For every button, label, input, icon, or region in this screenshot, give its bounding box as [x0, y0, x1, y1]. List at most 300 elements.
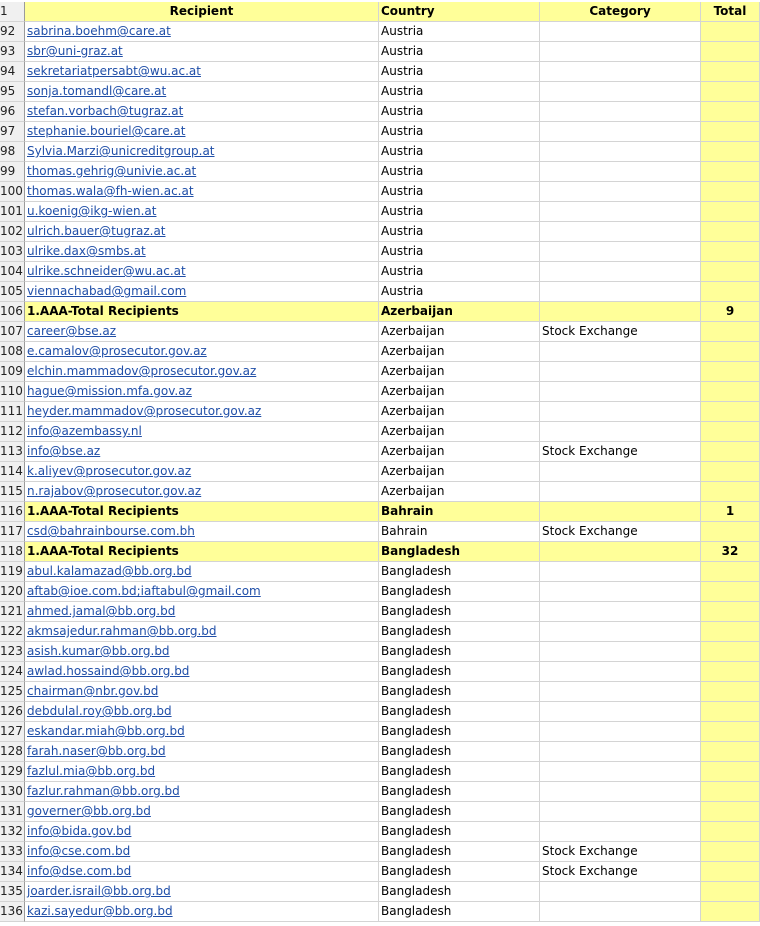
category-cell[interactable]: Stock Exchange: [540, 322, 701, 342]
category-cell[interactable]: [540, 802, 701, 822]
recipient-email-cell[interactable]: [25, 742, 379, 762]
total-label-cell[interactable]: 1.AAA-Total Recipients: [25, 542, 379, 562]
table-row: [0, 682, 760, 702]
row-number[interactable]: 110: [0, 382, 25, 402]
email-link[interactable]: asish.kumar@bb.org.bd: [27, 644, 170, 658]
row-number[interactable]: 134: [0, 862, 25, 882]
country-cell[interactable]: Bangladesh: [379, 722, 540, 742]
email-link[interactable]: governer@bb.org.bd: [27, 804, 151, 818]
email-link[interactable]: info@bse.az: [27, 444, 101, 458]
recipient-email-cell[interactable]: [25, 762, 379, 782]
country-cell[interactable]: Azerbaijan: [379, 422, 540, 442]
recipient-email-cell[interactable]: [25, 122, 379, 142]
country-cell[interactable]: Austria: [379, 282, 540, 302]
country-cell[interactable]: Bangladesh: [379, 682, 540, 702]
recipient-email-cell[interactable]: [25, 322, 379, 342]
table-row: [0, 182, 760, 202]
country-cell[interactable]: Azerbaijan: [379, 462, 540, 482]
email-link[interactable]: k.aliyev@prosecutor.gov.az: [27, 464, 192, 478]
total-label-cell[interactable]: 1.AAA-Total Recipients: [25, 302, 379, 322]
total-cell[interactable]: [701, 602, 760, 622]
total-cell[interactable]: [701, 142, 760, 162]
total-cell[interactable]: [701, 622, 760, 642]
row-number[interactable]: 136: [0, 902, 25, 922]
row-number[interactable]: 125: [0, 682, 25, 702]
table-row: [0, 82, 760, 102]
recipient-email-cell[interactable]: [25, 22, 379, 42]
country-cell[interactable]: Austria: [379, 242, 540, 262]
total-cell[interactable]: [701, 342, 760, 362]
total-cell[interactable]: 32: [701, 542, 760, 562]
category-cell[interactable]: [540, 402, 701, 422]
row-number[interactable]: 117: [0, 522, 25, 542]
email-link[interactable]: info@dse.com.bd: [27, 864, 132, 878]
category-cell[interactable]: Stock Exchange: [540, 842, 701, 862]
total-cell[interactable]: [701, 422, 760, 442]
row-number[interactable]: 119: [0, 562, 25, 582]
email-link[interactable]: thomas.wala@fh-wien.ac.at: [27, 184, 194, 198]
country-cell[interactable]: Azerbaijan: [379, 302, 540, 322]
country-cell[interactable]: Bangladesh: [379, 662, 540, 682]
country-cell[interactable]: Bangladesh: [379, 882, 540, 902]
row-number[interactable]: 104: [0, 262, 25, 282]
email-link[interactable]: farah.naser@bb.org.bd: [27, 744, 166, 758]
email-link[interactable]: eskandar.miah@bb.org.bd: [27, 724, 185, 738]
row-number[interactable]: 101: [0, 202, 25, 222]
row-number[interactable]: 105: [0, 282, 25, 302]
country-cell[interactable]: Austria: [379, 262, 540, 282]
total-cell[interactable]: [701, 402, 760, 422]
category-cell[interactable]: [540, 702, 701, 722]
total-row: [0, 542, 760, 562]
email-link[interactable]: viennachabad@gmail.com: [27, 284, 187, 298]
table-row: [0, 142, 760, 162]
country-cell[interactable]: Austria: [379, 222, 540, 242]
recipient-email-cell[interactable]: [25, 382, 379, 402]
total-cell[interactable]: [701, 802, 760, 822]
country-cell[interactable]: Bangladesh: [379, 842, 540, 862]
row-number[interactable]: 1: [0, 2, 25, 22]
country-cell[interactable]: Bangladesh: [379, 782, 540, 802]
column-header-total[interactable]: Total: [701, 2, 760, 22]
country-cell[interactable]: Azerbaijan: [379, 402, 540, 422]
country-cell[interactable]: Bangladesh: [379, 582, 540, 602]
row-number[interactable]: 113: [0, 442, 25, 462]
country-cell[interactable]: Azerbaijan: [379, 362, 540, 382]
category-cell[interactable]: [540, 762, 701, 782]
email-link[interactable]: ulrike.schneider@wu.ac.at: [27, 264, 186, 278]
row-number[interactable]: 121: [0, 602, 25, 622]
row-number[interactable]: 99: [0, 162, 25, 182]
table-row: [0, 842, 760, 862]
total-cell[interactable]: [701, 842, 760, 862]
row-number[interactable]: 100: [0, 182, 25, 202]
category-cell[interactable]: [540, 722, 701, 742]
email-link[interactable]: fazlur.rahman@bb.org.bd: [27, 784, 180, 798]
category-cell[interactable]: [540, 822, 701, 842]
total-cell[interactable]: [701, 822, 760, 842]
total-cell[interactable]: [701, 742, 760, 762]
table-row: [0, 582, 760, 602]
table-row: [0, 162, 760, 182]
category-cell[interactable]: [540, 262, 701, 282]
table-row: [0, 782, 760, 802]
table-row: [0, 702, 760, 722]
category-cell[interactable]: [540, 222, 701, 242]
category-cell[interactable]: [540, 362, 701, 382]
recipient-email-cell[interactable]: [25, 82, 379, 102]
email-link[interactable]: sekretariatpersabt@wu.ac.at: [27, 64, 201, 78]
table-row: [0, 22, 760, 42]
row-number[interactable]: 128: [0, 742, 25, 762]
row-number[interactable]: 115: [0, 482, 25, 502]
row-number[interactable]: 102: [0, 222, 25, 242]
country-cell[interactable]: Austria: [379, 142, 540, 162]
email-link[interactable]: sonja.tomandl@care.at: [27, 84, 167, 98]
category-cell[interactable]: [540, 642, 701, 662]
recipient-email-cell[interactable]: [25, 42, 379, 62]
category-cell[interactable]: [540, 462, 701, 482]
row-number[interactable]: 133: [0, 842, 25, 862]
table-row: [0, 522, 760, 542]
total-label-cell[interactable]: 1.AAA-Total Recipients: [25, 502, 379, 522]
recipient-email-cell[interactable]: [25, 182, 379, 202]
recipient-email-cell[interactable]: [25, 702, 379, 722]
country-cell[interactable]: Austria: [379, 62, 540, 82]
recipient-email-cell[interactable]: [25, 422, 379, 442]
country-cell[interactable]: Bangladesh: [379, 742, 540, 762]
email-link[interactable]: e.camalov@prosecutor.gov.az: [27, 344, 207, 358]
category-cell[interactable]: [540, 382, 701, 402]
email-link[interactable]: kazi.sayedur@bb.org.bd: [27, 904, 173, 918]
country-cell[interactable]: Azerbaijan: [379, 382, 540, 402]
category-cell[interactable]: [540, 422, 701, 442]
recipient-email-cell[interactable]: [25, 722, 379, 742]
table-row: [0, 902, 760, 922]
recipient-email-cell[interactable]: [25, 442, 379, 462]
category-cell[interactable]: [540, 502, 701, 522]
row-number[interactable]: 129: [0, 762, 25, 782]
category-cell[interactable]: [540, 902, 701, 922]
row-number[interactable]: 108: [0, 342, 25, 362]
email-link[interactable]: stephanie.bouriel@care.at: [27, 124, 186, 138]
email-link[interactable]: fazlul.mia@bb.org.bd: [27, 764, 156, 778]
row-number[interactable]: 95: [0, 82, 25, 102]
email-link[interactable]: sbr@uni-graz.at: [27, 44, 123, 58]
country-cell[interactable]: Azerbaijan: [379, 342, 540, 362]
email-link[interactable]: csd@bahrainbourse.com.bh: [27, 524, 195, 538]
recipient-email-cell[interactable]: [25, 622, 379, 642]
recipient-email-cell[interactable]: [25, 862, 379, 882]
total-cell[interactable]: [701, 82, 760, 102]
category-cell[interactable]: [540, 62, 701, 82]
country-cell[interactable]: Azerbaijan: [379, 442, 540, 462]
table-row: [0, 282, 760, 302]
recipient-email-cell[interactable]: [25, 262, 379, 282]
recipient-email-cell[interactable]: [25, 362, 379, 382]
category-cell[interactable]: [540, 102, 701, 122]
email-link[interactable]: info@cse.com.bd: [27, 844, 131, 858]
recipient-email-cell[interactable]: [25, 102, 379, 122]
category-cell[interactable]: [540, 562, 701, 582]
column-header-country[interactable]: Country: [379, 2, 540, 22]
recipient-email-cell[interactable]: [25, 482, 379, 502]
total-cell[interactable]: [701, 762, 760, 782]
row-number[interactable]: 111: [0, 402, 25, 422]
recipient-email-cell[interactable]: [25, 822, 379, 842]
email-link[interactable]: n.rajabov@prosecutor.gov.az: [27, 484, 202, 498]
table-row: [0, 602, 760, 622]
total-cell[interactable]: [701, 902, 760, 922]
category-cell[interactable]: [540, 782, 701, 802]
recipient-email-cell[interactable]: [25, 662, 379, 682]
country-cell[interactable]: Bahrain: [379, 522, 540, 542]
recipient-email-cell[interactable]: [25, 62, 379, 82]
row-number[interactable]: 118: [0, 542, 25, 562]
country-cell[interactable]: Azerbaijan: [379, 322, 540, 342]
total-cell[interactable]: [701, 382, 760, 402]
row-number[interactable]: 120: [0, 582, 25, 602]
row-number[interactable]: 96: [0, 102, 25, 122]
country-cell[interactable]: Bangladesh: [379, 602, 540, 622]
category-cell[interactable]: Stock Exchange: [540, 862, 701, 882]
category-cell[interactable]: [540, 42, 701, 62]
email-link[interactable]: career@bse.az: [27, 324, 117, 338]
email-link[interactable]: info@azembassy.nl: [27, 424, 142, 438]
country-cell[interactable]: Bangladesh: [379, 622, 540, 642]
row-number[interactable]: 122: [0, 622, 25, 642]
total-cell[interactable]: [701, 122, 760, 142]
recipient-email-cell[interactable]: [25, 602, 379, 622]
table-row: [0, 382, 760, 402]
total-cell[interactable]: [701, 442, 760, 462]
total-cell[interactable]: [701, 282, 760, 302]
country-cell[interactable]: Bangladesh: [379, 862, 540, 882]
category-cell[interactable]: [540, 742, 701, 762]
category-cell[interactable]: [540, 582, 701, 602]
category-cell[interactable]: [540, 202, 701, 222]
row-number[interactable]: 93: [0, 42, 25, 62]
country-cell[interactable]: Austria: [379, 22, 540, 42]
table-row: [0, 202, 760, 222]
row-number[interactable]: 127: [0, 722, 25, 742]
category-cell[interactable]: [540, 882, 701, 902]
total-cell[interactable]: [701, 42, 760, 62]
email-link[interactable]: ulrike.dax@smbs.at: [27, 244, 146, 258]
recipient-email-cell[interactable]: [25, 782, 379, 802]
recipient-email-cell[interactable]: [25, 162, 379, 182]
row-number[interactable]: 107: [0, 322, 25, 342]
category-cell[interactable]: Stock Exchange: [540, 442, 701, 462]
total-cell[interactable]: [701, 522, 760, 542]
category-cell[interactable]: [540, 182, 701, 202]
row-number[interactable]: 103: [0, 242, 25, 262]
email-link[interactable]: thomas.gehrig@univie.ac.at: [27, 164, 197, 178]
recipient-email-cell[interactable]: [25, 142, 379, 162]
total-cell[interactable]: [701, 782, 760, 802]
recipient-email-cell[interactable]: [25, 462, 379, 482]
country-cell[interactable]: Bangladesh: [379, 802, 540, 822]
category-cell[interactable]: [540, 282, 701, 302]
country-cell[interactable]: Austria: [379, 82, 540, 102]
email-link[interactable]: ulrich.bauer@tugraz.at: [27, 224, 166, 238]
email-link[interactable]: elchin.mammadov@prosecutor.gov.az: [27, 364, 257, 378]
country-cell[interactable]: Bahrain: [379, 502, 540, 522]
category-cell[interactable]: [540, 542, 701, 562]
recipient-email-cell[interactable]: [25, 402, 379, 422]
category-cell[interactable]: [540, 602, 701, 622]
total-cell[interactable]: [701, 322, 760, 342]
country-cell[interactable]: Bangladesh: [379, 702, 540, 722]
category-cell[interactable]: [540, 342, 701, 362]
table-row: [0, 442, 760, 462]
total-cell[interactable]: [701, 682, 760, 702]
row-number[interactable]: 109: [0, 362, 25, 382]
recipient-email-cell[interactable]: [25, 902, 379, 922]
recipient-email-cell[interactable]: [25, 582, 379, 602]
total-cell[interactable]: [701, 62, 760, 82]
table-row: [0, 742, 760, 762]
category-cell[interactable]: [540, 682, 701, 702]
email-link[interactable]: u.koenig@ikg-wien.at: [27, 204, 157, 218]
email-link[interactable]: info@bida.gov.bd: [27, 824, 132, 838]
country-cell[interactable]: Bangladesh: [379, 902, 540, 922]
total-cell[interactable]: [701, 362, 760, 382]
row-number[interactable]: 123: [0, 642, 25, 662]
table-row: [0, 862, 760, 882]
email-link[interactable]: chairman@nbr.gov.bd: [27, 684, 159, 698]
country-cell[interactable]: Austria: [379, 162, 540, 182]
total-cell[interactable]: [701, 182, 760, 202]
recipient-email-cell[interactable]: [25, 682, 379, 702]
country-cell[interactable]: Austria: [379, 202, 540, 222]
email-link[interactable]: joarder.israil@bb.org.bd: [27, 884, 171, 898]
table-row: [0, 762, 760, 782]
country-cell[interactable]: Bangladesh: [379, 562, 540, 582]
email-link[interactable]: heyder.mammadov@prosecutor.gov.az: [27, 404, 262, 418]
country-cell[interactable]: Austria: [379, 122, 540, 142]
total-cell[interactable]: [701, 582, 760, 602]
recipient-email-cell[interactable]: [25, 282, 379, 302]
category-cell[interactable]: Stock Exchange: [540, 522, 701, 542]
category-cell[interactable]: [540, 622, 701, 642]
email-link[interactable]: sabrina.boehm@care.at: [27, 24, 171, 38]
total-cell[interactable]: [701, 202, 760, 222]
total-cell[interactable]: [701, 662, 760, 682]
recipient-email-cell[interactable]: [25, 642, 379, 662]
table-row: [0, 242, 760, 262]
email-link[interactable]: akmsajedur.rahman@bb.org.bd: [27, 624, 217, 638]
row-number[interactable]: 98: [0, 142, 25, 162]
row-number[interactable]: 126: [0, 702, 25, 722]
column-header-category[interactable]: Category: [540, 2, 701, 22]
email-link[interactable]: aftab@ioe.com.bd;iaftabul@gmail.com: [27, 584, 261, 598]
recipient-email-cell[interactable]: [25, 882, 379, 902]
total-cell[interactable]: [701, 22, 760, 42]
category-cell[interactable]: [540, 242, 701, 262]
email-link[interactable]: Sylvia.Marzi@unicreditgroup.at: [27, 144, 215, 158]
recipient-email-cell[interactable]: [25, 522, 379, 542]
total-cell[interactable]: [701, 162, 760, 182]
total-cell[interactable]: [701, 702, 760, 722]
table-row: [0, 402, 760, 422]
row-number[interactable]: 130: [0, 782, 25, 802]
total-cell[interactable]: 1: [701, 502, 760, 522]
total-cell[interactable]: 9: [701, 302, 760, 322]
recipient-email-cell[interactable]: [25, 242, 379, 262]
total-cell[interactable]: [701, 862, 760, 882]
total-cell[interactable]: [701, 722, 760, 742]
category-cell[interactable]: [540, 162, 701, 182]
category-cell[interactable]: [540, 22, 701, 42]
category-cell[interactable]: [540, 82, 701, 102]
table-row: [0, 562, 760, 582]
row-number[interactable]: 124: [0, 662, 25, 682]
category-cell[interactable]: [540, 142, 701, 162]
total-cell[interactable]: [701, 262, 760, 282]
country-cell[interactable]: Bangladesh: [379, 642, 540, 662]
email-link[interactable]: awlad.hossaind@bb.org.bd: [27, 664, 190, 678]
row-number[interactable]: 131: [0, 802, 25, 822]
category-cell[interactable]: [540, 482, 701, 502]
row-number[interactable]: 92: [0, 22, 25, 42]
row-number[interactable]: 106: [0, 302, 25, 322]
recipient-email-cell[interactable]: [25, 842, 379, 862]
category-cell[interactable]: [540, 302, 701, 322]
row-number[interactable]: 135: [0, 882, 25, 902]
country-cell[interactable]: Austria: [379, 182, 540, 202]
country-cell[interactable]: Azerbaijan: [379, 482, 540, 502]
total-cell[interactable]: [701, 642, 760, 662]
email-link[interactable]: hague@mission.mfa.gov.az: [27, 384, 192, 398]
column-header-recipient[interactable]: Recipient: [25, 2, 379, 22]
total-cell[interactable]: [701, 462, 760, 482]
category-cell[interactable]: [540, 122, 701, 142]
row-number[interactable]: 114: [0, 462, 25, 482]
table-row: [0, 62, 760, 82]
country-cell[interactable]: Bangladesh: [379, 822, 540, 842]
category-cell[interactable]: [540, 662, 701, 682]
recipient-email-cell[interactable]: [25, 802, 379, 822]
row-number[interactable]: 94: [0, 62, 25, 82]
country-cell[interactable]: Austria: [379, 102, 540, 122]
row-number[interactable]: 132: [0, 822, 25, 842]
email-link[interactable]: abul.kalamazad@bb.org.bd: [27, 564, 192, 578]
country-cell[interactable]: Bangladesh: [379, 542, 540, 562]
country-cell[interactable]: Austria: [379, 42, 540, 62]
row-number[interactable]: 112: [0, 422, 25, 442]
email-link[interactable]: debdulal.roy@bb.org.bd: [27, 704, 172, 718]
country-cell[interactable]: Bangladesh: [379, 762, 540, 782]
email-link[interactable]: stefan.vorbach@tugraz.at: [27, 104, 184, 118]
recipient-email-cell[interactable]: [25, 222, 379, 242]
table-row: [0, 422, 760, 442]
recipient-email-cell[interactable]: [25, 342, 379, 362]
total-cell[interactable]: [701, 242, 760, 262]
recipient-email-cell[interactable]: [25, 562, 379, 582]
total-cell[interactable]: [701, 482, 760, 502]
table-row: [0, 222, 760, 242]
total-cell[interactable]: [701, 562, 760, 582]
total-cell[interactable]: [701, 882, 760, 902]
total-cell[interactable]: [701, 222, 760, 242]
table-row: [0, 482, 760, 502]
recipient-email-cell[interactable]: [25, 202, 379, 222]
email-link[interactable]: ahmed.jamal@bb.org.bd: [27, 604, 176, 618]
total-cell[interactable]: [701, 102, 760, 122]
row-number[interactable]: 97: [0, 122, 25, 142]
row-number[interactable]: 116: [0, 502, 25, 522]
